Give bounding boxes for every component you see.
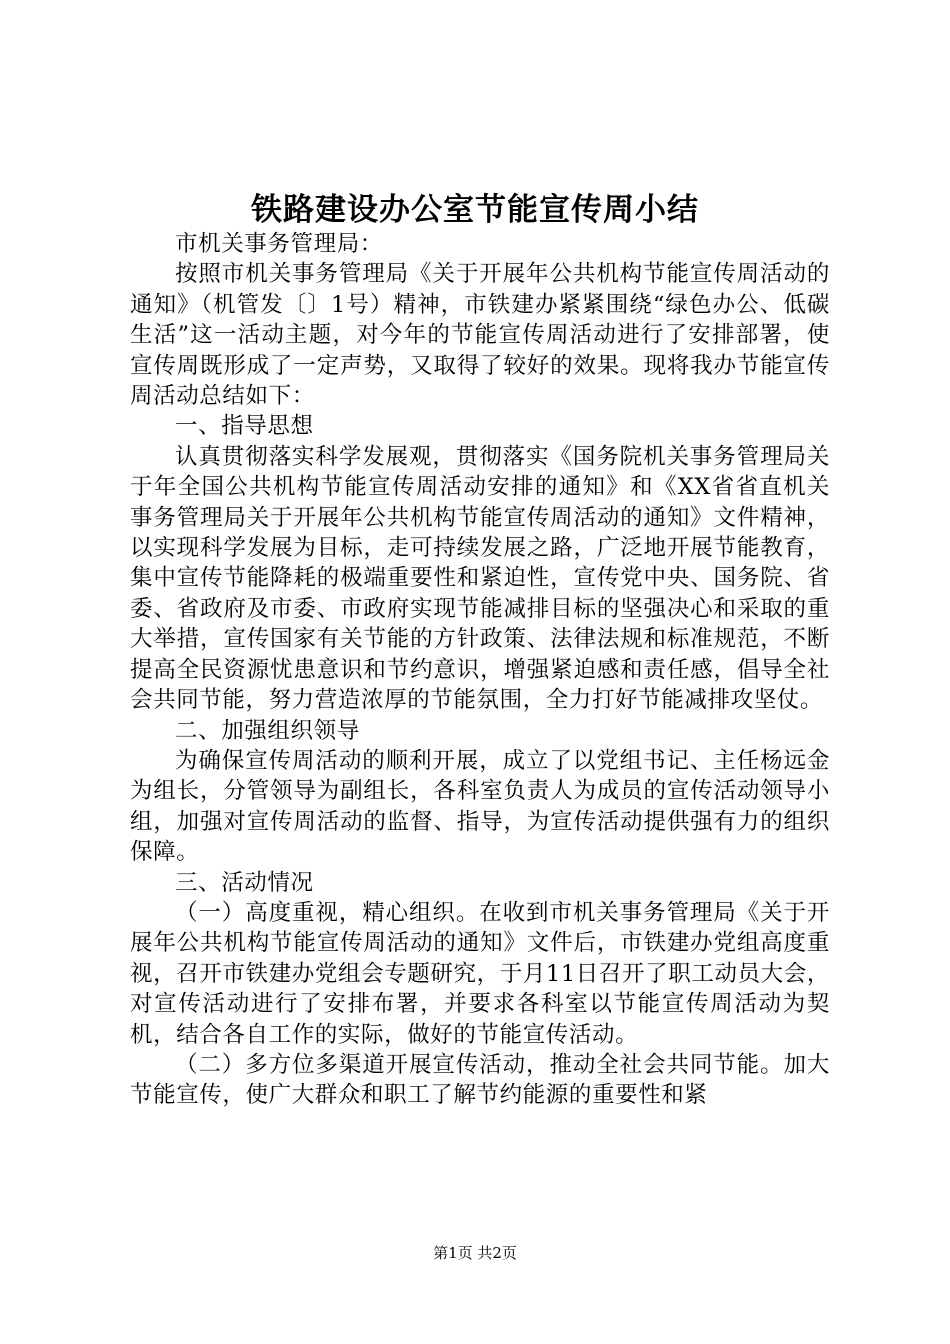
- section-2-paragraph: 为确保宣传周活动的顺利开展，成立了以党组书记、主任杨远金为组长，分管领导为副组长，各科室负责人为成员的宣传活动领导小组，加强对宣传周活动的监督、指导，为宣传活动提供强有力的组织保障。: [130, 747, 830, 866]
- salutation: 市机关事务管理局：: [175, 231, 383, 257]
- page-footer: 第1页 共2页: [433, 1244, 517, 1262]
- section-3-paragraph-2: （二）多方位多渠道开展宣传活动，推动全社会共同节能。加大节能宣传，使广大群众和职工了解节约能源的重要性和紧: [130, 1051, 830, 1109]
- intro-paragraph: 按照市机关事务管理局《关于开展年公共机构节能宣传周活动的通知》（机管发〔〕1号）精神，市铁建办紧紧围绕“绿色办公、低碳生活”这一活动主题，对今年的节能宣传周活动进行了安排部署，使宣传周既形成了一定声势，又取得了较好的效果。现将我办节能宣传周活动总结如下：: [130, 261, 830, 410]
- section-1-paragraph: 认真贯彻落实科学发展观，贯彻落实《国务院机关事务管理局关于年全国公共机构节能宣传周活动安排的通知》和《XX省省直机关事务管理局关于开展年公共机构节能宣传周活动的通知》文件精神，以实现科学发展为目标，走可持续发展之路，广泛地开展节能教育，集中宣传节能降耗的极端重要性和紧迫性，宣传党中央、国务院、省委、省政府及市委、市政府实现节能减排目标的坚强决心和采取的重大举措，宣传国家有关节能的方针政策、法律法规和标准规范，不断提高全民资源忧患意识和节约意识，增强紧迫感和责任感，倡导全社会共同节能，努力营造浓厚的节能氛围，全力打好节能减排攻坚仗。: [130, 443, 830, 714]
- section-heading-1: 一、指导思想: [175, 413, 314, 440]
- section-heading-3: 三、活动情况: [175, 869, 314, 896]
- section-heading-2: 二、加强组织领导: [175, 717, 360, 744]
- document-body: [130, 229, 830, 1111]
- section-3-paragraph-1: （一）高度重视，精心组织。在收到市机关事务管理局《关于开展年公共机构节能宣传周活动的通知》文件后，市铁建办党组高度重视，召开市铁建办党组会专题研究，于月11日召开了职工动员大会，对宣传活动进行了安排布署，并要求各科室以节能宣传周活动为契机，结合各自工作的实际，做好的节能宣传活动。: [130, 899, 830, 1048]
- document-title: 铁路建设办公室节能宣传周小结: [251, 192, 699, 228]
